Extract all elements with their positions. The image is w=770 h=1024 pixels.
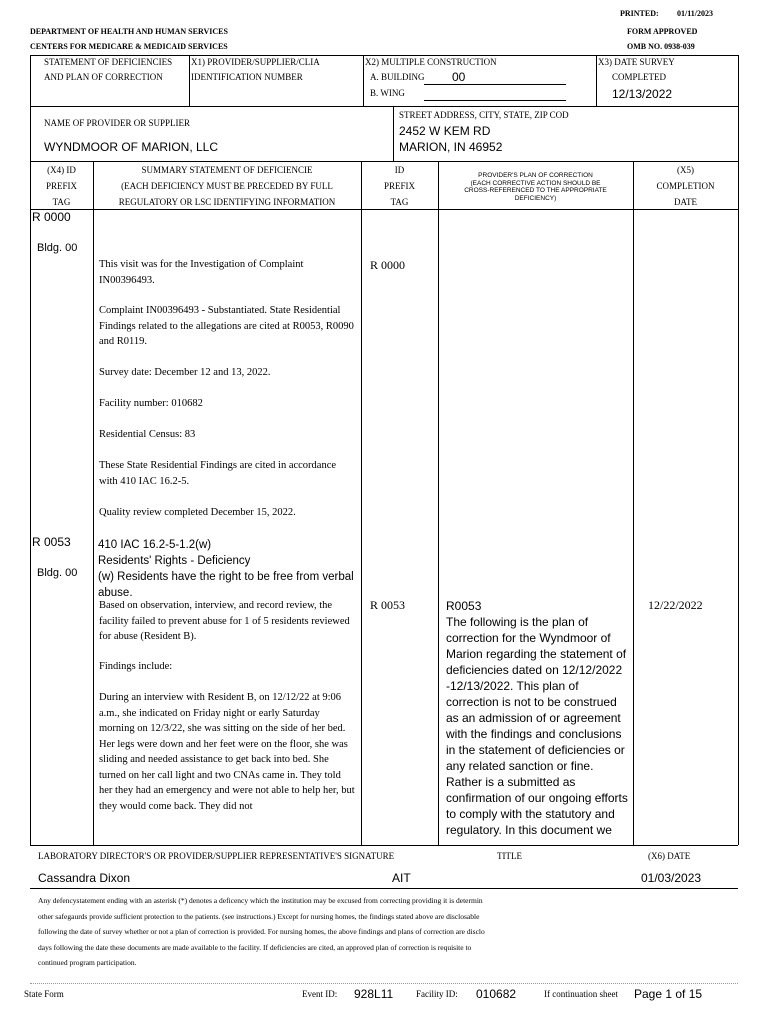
tag-r0000: R 0000 [32, 210, 71, 224]
paragraph-substantiated: Complaint IN00396493 - Substantiated. State Residential Findings related to the allegations are cited at R0053, R0090 and R0119. [99, 305, 354, 347]
id-header-3: TAG [390, 197, 409, 207]
regulation-title: Residents' Rights - Deficiency [98, 555, 251, 567]
department-title: DEPARTMENT OF HEALTH AND HUMAN SERVICES [30, 27, 228, 36]
event-id: 928L11 [354, 987, 394, 1001]
summary-header-1: SUMMARY STATEMENT OF DEFICIENCIE [141, 165, 313, 175]
building-value: 00 [452, 70, 466, 84]
x5-header-1: (X5) [677, 165, 694, 175]
tag-r0053: R 0053 [32, 535, 71, 549]
state-form-label: State Form [24, 989, 64, 999]
facility-id-label: Facility ID: [416, 989, 458, 999]
paragraph-quality-review: Quality review completed December 15, 2022. [99, 507, 296, 518]
printed-date: 01/11/2023 [677, 9, 714, 18]
signature-date: 01/03/2023 [641, 871, 702, 885]
completed-date: 12/13/2022 [612, 87, 673, 101]
provider-label: NAME OF PROVIDER OR SUPPLIER [44, 118, 191, 128]
paragraph-facility-number: Facility number: 010682 [99, 398, 203, 409]
x6-date-label: (X6) DATE [648, 851, 691, 861]
completion-date: 12/22/2022 [648, 598, 703, 612]
bldg-label-1: Bldg. 00 [37, 242, 78, 254]
x4-header-3: TAG [52, 197, 71, 207]
poc-header-4: DEFICIENCY) [514, 194, 557, 202]
disclaimer-line-5: continued program participation. [38, 958, 137, 967]
paragraph-survey-date: Survey date: December 12 and 13, 2022. [99, 367, 271, 378]
facility-id: 010682 [476, 987, 517, 1001]
paragraph-cited: These State Residential Findings are cited in accordance with 410 IAC 16.2-5. [99, 460, 337, 487]
building-label: A. BUILDING [370, 72, 425, 82]
paragraph-census: Residential Census: 83 [99, 429, 196, 440]
regulation-block [98, 537, 356, 601]
paragraph-finding: Based on observation, interview, and record review, the facility failed to prevent abuse for 1 of 5 residents reviewed for abuse (Resident B). [99, 600, 350, 642]
paragraph-complaint: This visit was for the Investigation of Complaint IN00396493. [99, 259, 304, 286]
completed-label: COMPLETED [612, 72, 666, 82]
x3-label: X3) DATE SURVEY [598, 57, 675, 67]
disclaimer-line-4: days following the date these documents are made available to the facility. If deficiencies are cited, an approved plan of correction is requisite to [38, 942, 472, 952]
wing-label: B. WING [370, 88, 405, 98]
paragraph-interview: During an interview with Resident B, on 12/12/22 at 9:06 a.m., she indicated on Friday night or early Saturday morning on 12/3/22, she was sitting on the side of her bed. Her legs were down and her feet were on the floor, she was sliding and needed assistance to get back into bed. She turned on her call light and two CNAs came in. They told her they had an emergency and were not able to help her, but they would come back. They did not [99, 692, 355, 812]
address-line-2: MARION, IN 46952 [399, 140, 503, 154]
centers-title: CENTERS FOR MEDICARE & MEDICAID SERVICES [30, 42, 228, 51]
poc-header-3: CROSS-REFERENCED TO THE APPROPRIATE [464, 187, 607, 194]
address-label: STREET ADDRESS, CITY, STATE, ZIP COD [399, 110, 569, 120]
signature-title: AIT [392, 871, 411, 885]
title-label: TITLE [497, 851, 522, 861]
poc-header [438, 172, 633, 202]
printed-label: PRINTED: [620, 9, 659, 18]
x2-label: X2) MULTIPLE CONSTRUCTION [365, 57, 497, 67]
x1-label-2: IDENTIFICATION NUMBER [191, 72, 303, 82]
statement-label-1: STATEMENT OF DEFICIENCIES [44, 57, 173, 67]
bldg-label-2: Bldg. 00 [37, 567, 78, 579]
address-line-1: 2452 W KEM RD [399, 124, 491, 138]
omb-number: OMB NO. 0938-039 [627, 42, 695, 51]
summary-header-3: REGULATORY OR LSC IDENTIFYING INFORMATION [118, 197, 336, 207]
form-approved: FORM APPROVED [627, 27, 698, 36]
regulation-text: (w) Residents have the right to be free from verbal abuse. [98, 571, 354, 599]
statement-label-2: AND PLAN OF CORRECTION [44, 72, 163, 82]
provider-name: WYNDMOOR OF MARION, LLC [44, 140, 219, 154]
right-tag-r0000: R 0000 [370, 258, 406, 272]
id-header-1: ID [394, 165, 405, 175]
disclaimer-line-2: other safegaurds provide sufficient protection to the patients. (see instructions.) Except for nursing homes, the findings stated above are disclosable [38, 911, 480, 921]
id-header-2: PREFIX [383, 181, 415, 191]
disclaimer-line-1: Any defencystatement ending with an asterisk (*) denotes a deficency which the institution may be excused from correcting providing it is determin [38, 896, 483, 905]
signature-label: LABORATORY DIRECTOR'S OR PROVIDER/SUPPLIER REPRESENTATIVE'S SIGNATURE [38, 851, 395, 861]
poc-header-1: PROVIDER'S PLAN OF CORRECTION [478, 172, 593, 179]
signature-name: Cassandra Dixon [38, 871, 131, 885]
x5-header-3: DATE [674, 197, 697, 207]
plan-of-correction: R0053 The following is the plan of correction for the Wyndmoor of Marion regarding the statement of deficiencies dated on 12/12/2022 -12/13/2022. This plan of correction is not to be construed as an admission of or agreement with the findings and conclusions in the statement of deficiencies or any related sanction or fine. Rather is a submitted as confirmation of our ongoing efforts to comply with the statutory and regulatory. In this document we [446, 599, 628, 837]
x4-header-1: (X4) ID [47, 165, 76, 175]
right-tag-r0053: R 0053 [370, 598, 406, 612]
paragraph-findings-include: Findings include: [99, 661, 173, 672]
disclaimer-line-3: following the date of survey whether or not a plan of correction is provided. For nursing homes, the above findings and plans of correction are disclo [38, 927, 485, 936]
page-number: Page 1 of 15 [634, 987, 703, 1001]
disclaimer [38, 893, 738, 971]
event-id-label: Event ID: [302, 989, 338, 999]
regulation-code: 410 IAC 16.2-5-1.2(w) [98, 539, 212, 551]
x5-header-2: COMPLETION [656, 181, 715, 191]
continuation-label: If continuation sheet [544, 989, 618, 999]
x1-label-1: X1) PROVIDER/SUPPLIER/CLIA [191, 57, 320, 67]
poc-header-2: (EACH CORRECTIVE ACTION SHOULD BE [470, 179, 601, 187]
x4-header-2: PREFIX [45, 181, 77, 191]
summary-header-2: (EACH DEFICIENCY MUST BE PRECEDED BY FULL [121, 181, 333, 191]
